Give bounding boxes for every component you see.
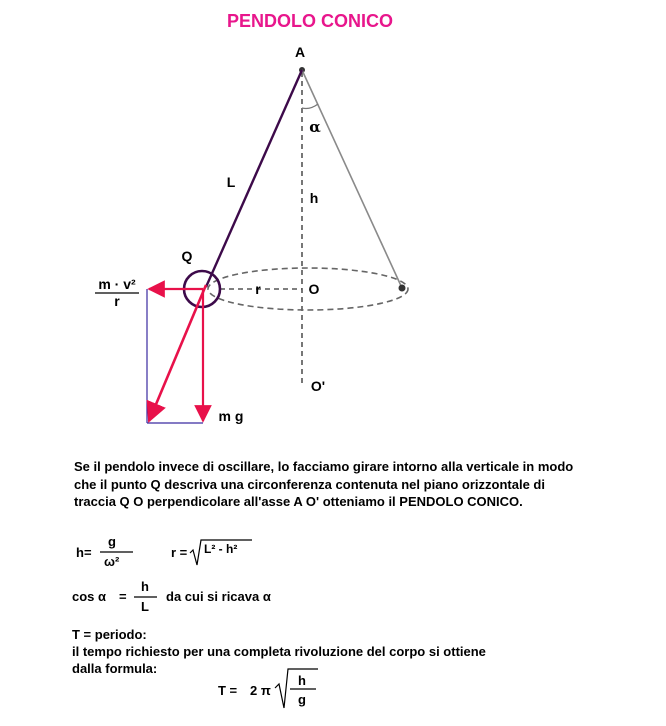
cos-formula-equals: = <box>119 589 127 604</box>
period-title: T = periodo: <box>72 627 147 642</box>
resultant-force-arrow <box>149 285 206 421</box>
height-h-label: h <box>309 190 319 206</box>
radius-r-label: r <box>255 281 261 297</box>
centripetal-numerator: m · v² <box>98 276 136 292</box>
point-a-label: A <box>294 44 306 60</box>
t-formula-numerator: h <box>298 673 306 688</box>
period-description-line1: il tempo richiesto per una completa rivoluzione del corpo si ottiene <box>72 644 486 659</box>
centripetal-denominator: r <box>114 293 120 309</box>
t-formula-denominator: g <box>298 692 306 707</box>
h-formula-denominator: ω² <box>104 554 120 569</box>
center-o-label: O <box>308 281 320 297</box>
cos-formula-numerator: h <box>141 579 149 594</box>
diagram-title: PENDOLO CONICO <box>226 11 394 31</box>
t-formula-lhs: T = <box>218 683 238 698</box>
bob-right-position <box>399 285 406 292</box>
explanation-paragraph: Se il pendolo invece di oscillare, lo facciamo girare intorno alla verticale in modo che il punto Q descriva una circonferenza contenuta nel piano orizzontale di traccia Q O perpendicolare all'asse A O' otteniamo il PENDOLO CONICO. <box>74 459 574 509</box>
string-l <box>206 70 302 287</box>
cos-formula-denominator: L <box>141 599 149 614</box>
angle-alpha-label: α <box>309 118 321 136</box>
string-right-position <box>302 70 402 288</box>
weight-label: m g <box>218 408 244 424</box>
length-l-label: L <box>226 174 236 190</box>
h-formula-numerator: g <box>108 534 116 549</box>
cos-formula-lhs: cos α <box>72 589 107 604</box>
period-description-line2: dalla formula: <box>72 661 158 676</box>
r-formula-radicand: L² - h² <box>204 542 238 556</box>
h-formula-lhs: h= <box>76 545 92 560</box>
cos-formula-text: da cui si ricava α <box>166 589 271 604</box>
axis-end-o-prime-label: O' <box>310 378 326 394</box>
r-formula-lhs: r = <box>171 545 188 560</box>
angle-arc <box>302 104 318 109</box>
point-q-label: Q <box>181 248 193 264</box>
t-formula-coefficient: 2 π <box>250 683 271 698</box>
